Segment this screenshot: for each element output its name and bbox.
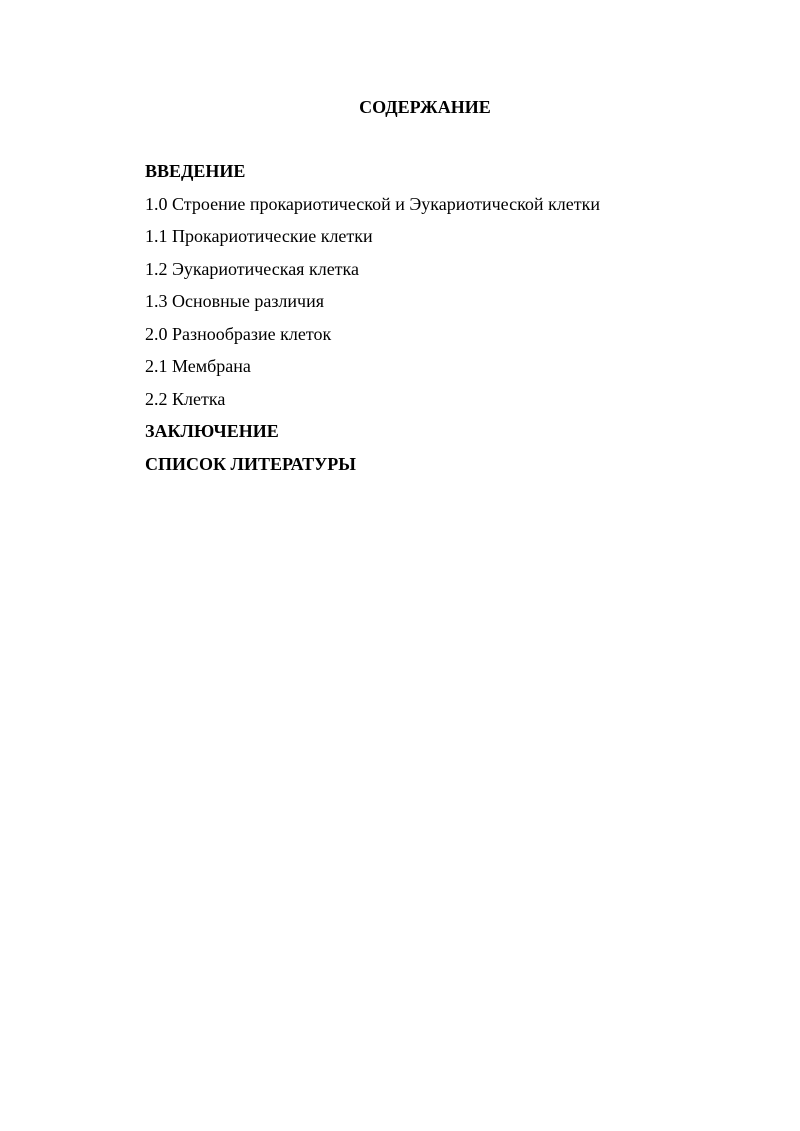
toc-entry-2-1: 2.1 Мембрана [145,356,251,376]
table-of-contents [145,160,705,485]
toc-entry-1-0: 1.0 Строение прокариотической и Эукариотической клетки [145,193,601,214]
toc-entry-introduction: ВВЕДЕНИЕ [145,161,246,181]
toc-entry-1-1: 1.1 Прокариотические клетки [145,226,373,246]
toc-entry-references: СПИСОК ЛИТЕРАТУРЫ [145,453,356,474]
toc-entry-2-0: 2.0 Разнообразие клеток [145,323,332,344]
page-title: СОДЕРЖАНИЕ [359,97,491,117]
toc-entry-2-2: 2.2 Клетка [145,388,226,409]
toc-entry-conclusion: ЗАКЛЮЧЕНИЕ [145,421,279,441]
toc-entry-1-3: 1.3 Основные различия [145,291,325,311]
toc-entry-1-2: 1.2 Эукариотическая клетка [145,258,360,279]
